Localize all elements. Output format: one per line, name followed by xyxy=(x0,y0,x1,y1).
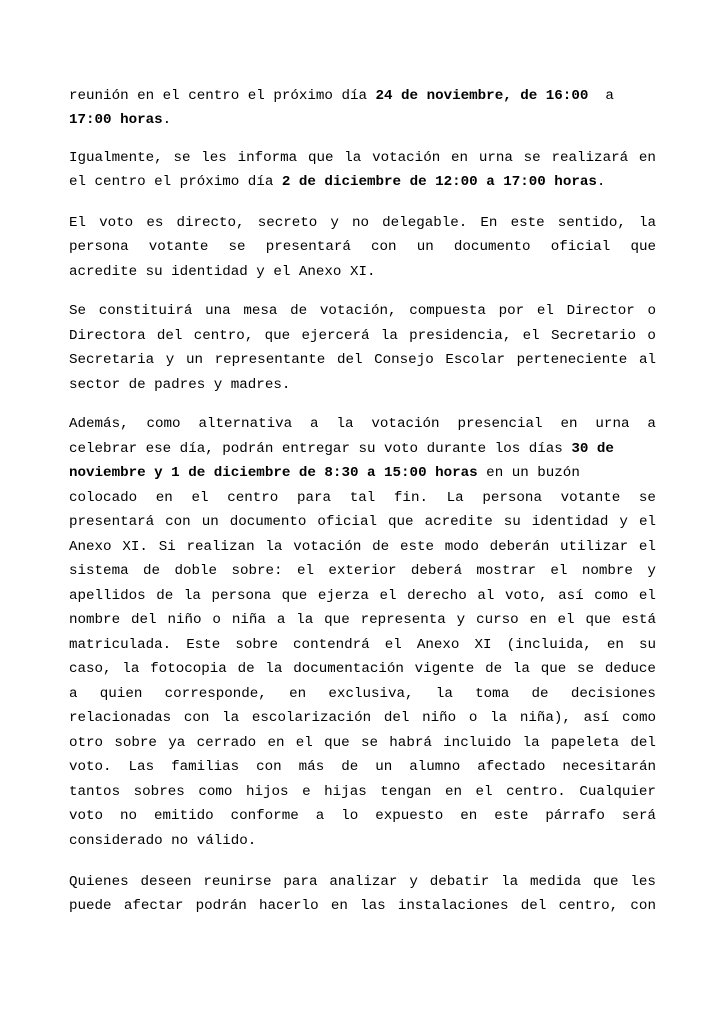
paragraph-line xyxy=(69,211,656,235)
word: emitido xyxy=(154,808,214,824)
word: la xyxy=(380,328,398,344)
word: ya xyxy=(168,735,186,751)
word: el xyxy=(191,490,209,506)
word: papeleta xyxy=(550,735,620,751)
word: como xyxy=(594,588,629,604)
word: votante xyxy=(148,239,209,255)
word: ejerza xyxy=(317,588,369,604)
word: en xyxy=(267,735,285,751)
word: la xyxy=(490,710,508,726)
word: el xyxy=(296,563,314,579)
word: Director xyxy=(566,303,635,319)
word: que xyxy=(281,588,308,604)
word: el xyxy=(536,303,554,319)
word: voto xyxy=(99,215,134,231)
word: de xyxy=(290,303,308,319)
word: presentará xyxy=(69,514,155,530)
word: sentido, xyxy=(557,215,626,231)
word: que xyxy=(593,874,619,890)
paragraph-line xyxy=(69,535,656,559)
word: párrafo xyxy=(545,808,605,824)
word: les xyxy=(630,874,656,890)
word: modo xyxy=(444,539,479,555)
word: a xyxy=(310,416,319,432)
word: curso xyxy=(476,612,519,628)
paragraph-line xyxy=(69,324,656,348)
word: niño xyxy=(167,612,202,628)
word: una xyxy=(205,303,231,319)
word: voto, xyxy=(504,588,548,604)
word: el xyxy=(522,328,540,344)
word: exclusiva, xyxy=(328,686,414,702)
word: e xyxy=(302,784,311,800)
word: a xyxy=(647,416,656,432)
word: que xyxy=(324,735,350,751)
word: como xyxy=(146,416,181,432)
word: se xyxy=(638,490,656,506)
word: así xyxy=(583,710,610,726)
word: perteneciente xyxy=(516,352,628,368)
word: del xyxy=(336,352,363,368)
word: la xyxy=(435,686,453,702)
word: al xyxy=(638,352,656,368)
word: instalaciones xyxy=(397,898,509,914)
word: se xyxy=(173,150,191,166)
word: centro xyxy=(227,490,279,506)
word: oficial xyxy=(317,514,378,530)
word: un xyxy=(375,759,393,775)
paragraph-line xyxy=(69,682,656,706)
word: les xyxy=(201,150,227,166)
word: representa xyxy=(360,612,446,628)
word: que xyxy=(630,239,656,255)
word: será xyxy=(621,808,656,824)
word: sobre: xyxy=(231,563,283,579)
word: en xyxy=(330,898,348,914)
word: Anexo xyxy=(416,637,460,653)
word: urna xyxy=(478,150,513,166)
word: incluido xyxy=(443,735,512,751)
word: se xyxy=(577,661,595,677)
word: alumno xyxy=(409,759,461,775)
word: deberá xyxy=(410,563,462,579)
word: el xyxy=(384,637,402,653)
paragraph-line: sector de padres y madres. xyxy=(69,377,291,393)
word: en xyxy=(460,808,478,824)
word: deseen xyxy=(140,874,192,890)
word: para xyxy=(296,490,332,506)
word: con xyxy=(630,898,656,914)
word: el xyxy=(638,588,656,604)
word: nombre xyxy=(69,612,121,628)
word: otro xyxy=(69,735,104,751)
word: apellidos xyxy=(69,588,146,604)
word: hacerlo xyxy=(258,898,319,914)
word: o xyxy=(468,710,478,726)
word: escolarización xyxy=(251,710,372,726)
word: utilizar xyxy=(560,539,629,555)
paragraph-line: noviembre y 1 de diciembre de 8:30 a 15:00 horas en un buzón xyxy=(69,465,580,481)
word: de xyxy=(237,661,255,677)
word: Igualmente, xyxy=(69,150,163,166)
paragraph-line xyxy=(69,510,656,534)
word: la xyxy=(296,612,314,628)
word: expuesto xyxy=(375,808,444,824)
word: tengan xyxy=(380,784,432,800)
word: hijos xyxy=(245,784,289,800)
word: lo xyxy=(341,808,359,824)
word: y xyxy=(409,874,418,890)
paragraph-line xyxy=(69,559,656,583)
word: la xyxy=(122,661,140,677)
word: documento xyxy=(229,514,307,530)
word: del xyxy=(156,328,183,344)
word: ejercerá xyxy=(301,328,370,344)
word: podrán xyxy=(195,898,247,914)
word: en xyxy=(606,637,624,653)
word: se xyxy=(228,239,246,255)
word: que xyxy=(585,612,611,628)
word: la xyxy=(522,735,540,751)
word: la xyxy=(336,416,354,432)
paragraph-line xyxy=(69,584,656,608)
word: deduce xyxy=(604,661,656,677)
word: documentación xyxy=(293,661,404,677)
word: La xyxy=(446,490,464,506)
word: con xyxy=(165,514,191,530)
paragraph-line xyxy=(69,299,656,323)
word: habrá xyxy=(389,735,432,751)
word: de xyxy=(531,686,549,702)
paragraph-line xyxy=(69,486,656,510)
word: secreto xyxy=(257,215,318,231)
word: el xyxy=(638,514,656,530)
word: niña), xyxy=(519,710,571,726)
word: del xyxy=(630,735,656,751)
word: a xyxy=(276,612,286,628)
paragraph-line xyxy=(69,804,656,828)
word: Este xyxy=(186,637,221,653)
word: conforme xyxy=(230,808,299,824)
word: centro, xyxy=(193,328,254,344)
word: su xyxy=(503,514,521,530)
word: que xyxy=(540,661,567,677)
word: Secretaria xyxy=(69,352,155,368)
word: doble xyxy=(174,563,218,579)
word: o xyxy=(647,303,656,319)
word: toma xyxy=(475,686,510,702)
paragraph-line: celebrar ese día, podrán entregar su voto durante los días 30 de xyxy=(69,441,614,457)
word: persona xyxy=(69,239,129,255)
word: la xyxy=(183,588,201,604)
word: analizar xyxy=(329,874,398,890)
word: (incluida, xyxy=(506,637,592,653)
word: o xyxy=(212,612,221,628)
paragraph-line xyxy=(69,608,656,632)
word: fin. xyxy=(393,490,428,506)
word: delegable. xyxy=(382,215,468,231)
word: tantos xyxy=(69,784,121,800)
word: Directora xyxy=(69,328,146,344)
word: corresponde, xyxy=(164,686,267,702)
word: En xyxy=(480,215,498,231)
word: centro, xyxy=(558,898,619,914)
word: identidad xyxy=(531,514,609,530)
word: Escolar xyxy=(445,352,505,368)
word: con xyxy=(183,710,210,726)
paragraph-line: acredite su identidad y el Anexo XI. xyxy=(69,264,376,280)
word: no xyxy=(352,215,370,231)
paragraph-line xyxy=(69,348,656,372)
paragraph-line xyxy=(69,894,656,918)
word: en xyxy=(451,150,469,166)
word: del xyxy=(131,612,157,628)
word: a xyxy=(69,686,78,702)
word: la xyxy=(638,215,656,231)
word: el xyxy=(379,588,397,604)
word: del xyxy=(520,898,547,914)
word: en xyxy=(560,416,578,432)
word: Además, xyxy=(69,416,129,432)
word: voto. xyxy=(69,759,112,775)
word: El xyxy=(69,215,87,231)
word: colocado xyxy=(69,490,138,506)
word: la xyxy=(501,874,519,890)
word: relacionadas xyxy=(69,710,172,726)
paragraph-line: 17:00 horas. xyxy=(69,112,172,128)
word: sobres xyxy=(133,784,185,800)
word: este xyxy=(510,215,545,231)
word: en xyxy=(289,686,307,702)
paragraph-line: considerado no válido. xyxy=(69,833,257,849)
word: votación xyxy=(293,539,362,555)
word: este xyxy=(399,539,434,555)
word: sobre xyxy=(114,735,157,751)
word: representante xyxy=(214,352,326,368)
word: la xyxy=(512,661,530,677)
word: de xyxy=(341,759,359,775)
word: por xyxy=(498,303,525,319)
word: como xyxy=(198,784,233,800)
word: votante xyxy=(560,490,621,506)
word: mesa xyxy=(243,303,278,319)
word: nombre xyxy=(581,563,633,579)
word: documento xyxy=(453,239,531,255)
word: está xyxy=(621,612,656,628)
word: cerrado xyxy=(196,735,257,751)
word: debatir xyxy=(429,874,490,890)
word: el xyxy=(638,539,656,555)
word: se xyxy=(360,735,378,751)
word: su xyxy=(638,637,656,653)
word: caso, xyxy=(69,661,112,677)
word: decisiones xyxy=(570,686,656,702)
word: medida xyxy=(530,874,582,890)
word: XI xyxy=(474,637,492,653)
word: centro. xyxy=(506,784,566,800)
word: y xyxy=(330,215,339,231)
word: persona xyxy=(211,588,272,604)
word: sistema xyxy=(69,563,129,579)
word: en xyxy=(444,784,462,800)
word: reunirse xyxy=(203,874,272,890)
paragraph-line xyxy=(69,706,656,730)
word: un xyxy=(201,514,219,530)
word: tal xyxy=(349,490,376,506)
word: alternativa xyxy=(198,416,293,432)
word: es xyxy=(146,215,164,231)
word: Se xyxy=(69,303,87,319)
word: a xyxy=(315,808,325,824)
word: la xyxy=(265,539,283,555)
word: niño xyxy=(422,710,457,726)
word: al xyxy=(477,588,495,604)
paragraph-line xyxy=(69,755,656,779)
word: y xyxy=(165,352,175,368)
word: que xyxy=(264,328,291,344)
paragraph-line xyxy=(69,146,656,170)
word: directo, xyxy=(176,215,245,231)
word: presidencia, xyxy=(409,328,512,344)
word: se xyxy=(523,150,541,166)
word: que xyxy=(324,612,350,628)
word: Secretario xyxy=(550,328,637,344)
word: en xyxy=(529,612,547,628)
word: Anexo xyxy=(69,539,112,555)
paragraph-line xyxy=(69,731,656,755)
word: afectado xyxy=(477,759,546,775)
word: como xyxy=(621,710,656,726)
word: así xyxy=(558,588,584,604)
word: más xyxy=(298,759,325,775)
word: Cualquier xyxy=(579,784,656,800)
word: deberán xyxy=(489,539,550,555)
word: de xyxy=(156,588,174,604)
word: persona xyxy=(482,490,542,506)
word: este xyxy=(494,808,529,824)
paragraph-line xyxy=(69,412,656,436)
word: contendrá xyxy=(293,637,370,653)
word: votación xyxy=(372,150,441,166)
word: que xyxy=(307,150,334,166)
word: la xyxy=(344,150,362,166)
word: constituirá xyxy=(98,303,193,319)
word: con xyxy=(371,239,397,255)
word: fotocopia xyxy=(150,661,227,677)
word: mostrar xyxy=(476,563,537,579)
word: y xyxy=(456,612,466,628)
word: puede xyxy=(69,898,112,914)
word: para xyxy=(283,874,318,890)
word: el xyxy=(557,612,575,628)
word: vigente xyxy=(414,661,475,677)
word: el xyxy=(550,563,568,579)
word: Consejo xyxy=(374,352,434,368)
word: afectar xyxy=(123,898,184,914)
paragraph-line xyxy=(69,235,656,259)
word: derecho xyxy=(407,588,467,604)
word: compuesta xyxy=(409,303,486,319)
word: realizará xyxy=(551,150,629,166)
word: de xyxy=(143,563,161,579)
word: informa xyxy=(237,150,298,166)
word: acredite xyxy=(424,514,493,530)
word: voto xyxy=(69,808,104,824)
word: el xyxy=(475,784,493,800)
word: votación, xyxy=(319,303,397,319)
paragraph-line: reunión en el centro el próximo día 24 de noviembre, de 16:00 a xyxy=(69,88,614,104)
paragraph-line xyxy=(69,633,656,657)
word: hijas xyxy=(324,784,367,800)
word: las xyxy=(360,898,386,914)
word: de xyxy=(372,539,390,555)
word: la xyxy=(222,710,240,726)
word: familias xyxy=(171,759,240,775)
word: votación xyxy=(371,416,440,432)
word: matriculada. xyxy=(69,637,172,653)
word: un xyxy=(416,239,434,255)
word: no xyxy=(120,808,138,824)
word: niña xyxy=(231,612,266,628)
word: exterior xyxy=(328,563,397,579)
word: en xyxy=(638,150,656,166)
word: Las xyxy=(128,759,155,775)
paragraph-line xyxy=(69,780,656,804)
word: en xyxy=(155,490,173,506)
word: o xyxy=(647,328,656,344)
word: un xyxy=(185,352,203,368)
word: y xyxy=(647,563,656,579)
word: con xyxy=(256,759,282,775)
word: Si xyxy=(158,539,176,555)
paragraph-line: el centro el próximo día 2 de diciembre de 12:00 a 17:00 horas. xyxy=(69,174,606,190)
word: que xyxy=(388,514,414,530)
paragraph-line xyxy=(69,657,656,681)
word: necesitarán xyxy=(562,759,656,775)
word: sobre xyxy=(235,637,278,653)
word: del xyxy=(383,710,410,726)
word: XI. xyxy=(122,539,148,555)
word: urna xyxy=(595,416,630,432)
word: presencial xyxy=(457,416,543,432)
paragraph-line xyxy=(69,870,656,894)
word: Quienes xyxy=(69,874,129,890)
word: de xyxy=(485,661,503,677)
word: presentará xyxy=(265,239,351,255)
word: la xyxy=(265,661,283,677)
word: el xyxy=(295,735,313,751)
word: realizan xyxy=(186,539,255,555)
word: oficial xyxy=(550,239,611,255)
word: quien xyxy=(99,686,143,702)
word: y xyxy=(619,514,628,530)
